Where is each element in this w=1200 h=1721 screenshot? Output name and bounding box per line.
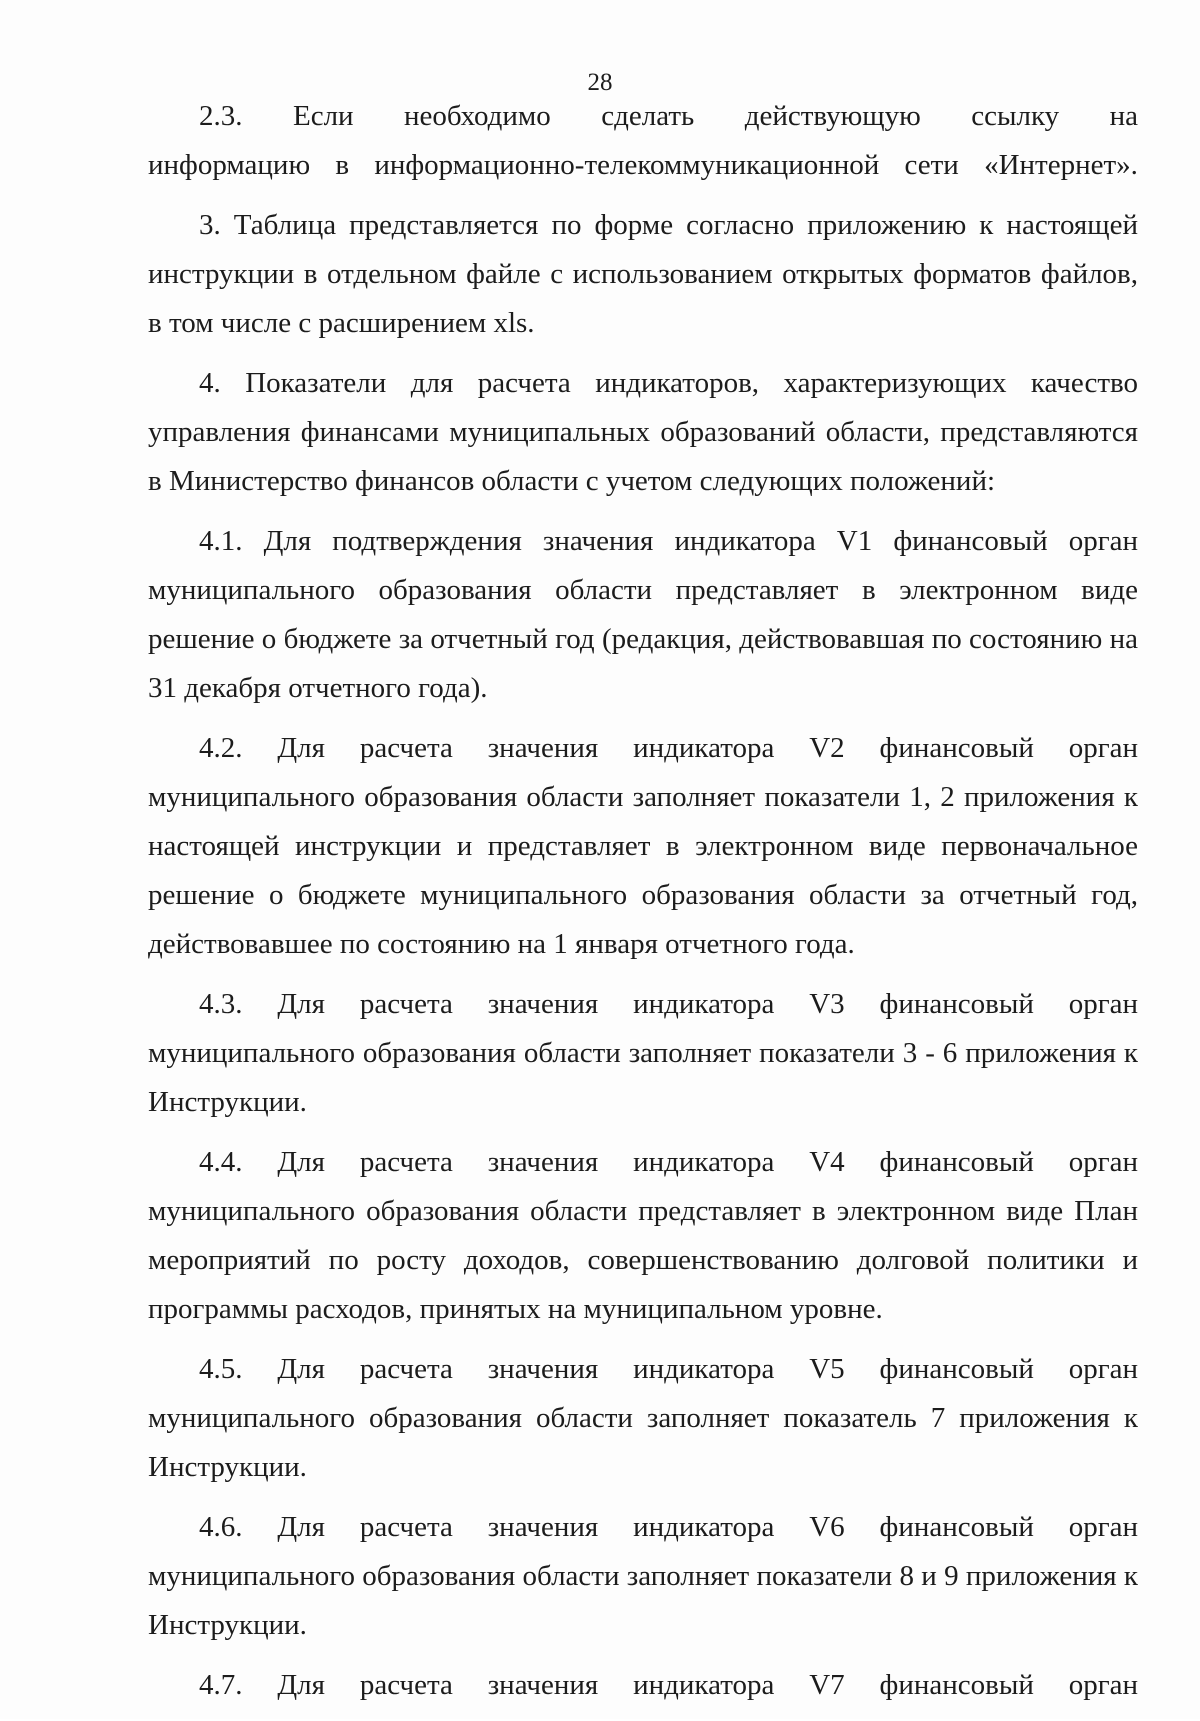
document-body — [148, 92, 1138, 1721]
paragraph-4-7: 4.7. Для расчета значения индикатора V7 финансовый орган — [199, 1669, 1138, 1701]
paragraph-4-1: 4.1. Для подтверждения значения индикатора V1 финансовый орган муниципального образования области представляет в электронном виде решение о бюджете за отчетный год (редакция, действовавшая по состоянию на 31 декабря отчетного года). — [148, 525, 1138, 704]
page-number: 28 — [587, 69, 613, 96]
paragraph-4: 4. Показатели для расчета индикаторов, характеризующих качество управления финансами муниципальных образований области, представляются в Министерство финансов области с учетом следующих положений: — [148, 367, 1138, 497]
paragraph-3: 3. Таблица представляется по форме согласно приложению к настоящей инструкции в отдельном файле с использованием открытых форматов файлов, в том числе с расширением xls. — [148, 209, 1138, 339]
paragraph-4-2: 4.2. Для расчета значения индикатора V2 финансовый орган муниципального образования области заполняет показатели 1, 2 приложения к настоящей инструкции и представляет в электронном виде первоначальное решение о бюджете муниципального образования области за отчетный год, действовавшее по состоянию на 1 января отчетного года. — [148, 732, 1138, 960]
paragraph-4-4: 4.4. Для расчета значения индикатора V4 финансовый орган муниципального образования области представляет в электронном виде План мероприятий по росту доходов, совершенствованию долговой политики и программы расходов, принятых на муниципальном уровне. — [148, 1146, 1138, 1325]
paragraph-4-6: 4.6. Для расчета значения индикатора V6 финансовый орган муниципального образования области заполняет показатели 8 и 9 приложения к Инструкции. — [148, 1511, 1138, 1641]
paragraph-4-3: 4.3. Для расчета значения индикатора V3 финансовый орган муниципального образования области заполняет показатели 3 - 6 приложения к Инструкции. — [148, 988, 1138, 1118]
paragraph-2-3: 2.3. Если необходимо сделать действующую ссылку на информацию в информационно-телекоммуникационной сети «Интернет». — [148, 100, 1138, 181]
paragraph-4-5: 4.5. Для расчета значения индикатора V5 финансовый орган муниципального образования области заполняет показатель 7 приложения к Инструкции. — [148, 1353, 1138, 1483]
